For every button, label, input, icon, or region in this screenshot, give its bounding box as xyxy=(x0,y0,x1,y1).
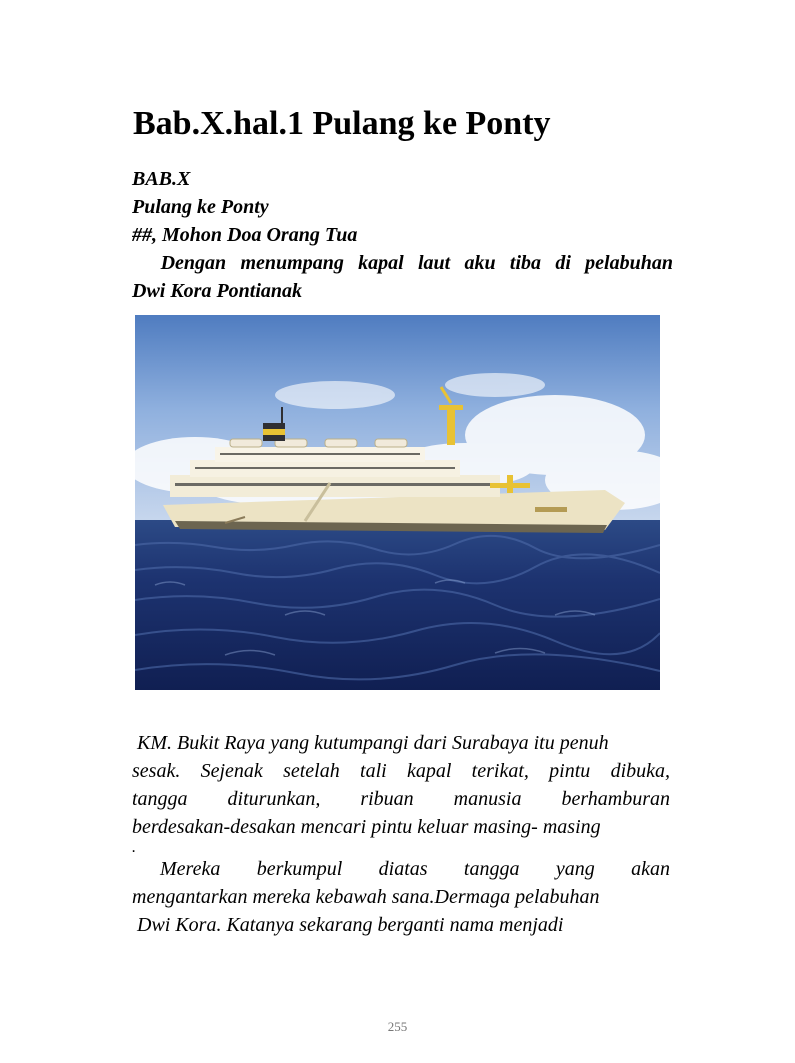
body-line-7: mengantarkan mereka kebawah sana.Dermaga pelabuhan xyxy=(132,886,600,908)
intro-line-1-text: Dengan menumpang kapal laut aku tiba di pelabuhan xyxy=(160,252,673,274)
ship-photo xyxy=(135,315,660,690)
chapter-subtitle: Pulang ke Ponty xyxy=(132,196,269,218)
body-line-4: berdesakan-desakan mencari pintu keluar masing- masing xyxy=(132,816,601,838)
body-line-1-text: KM. Bukit Raya yang kutumpangi dari Surabaya itu penuh xyxy=(137,732,609,754)
section-heading: ##, Mohon Doa Orang Tua xyxy=(132,224,358,246)
chapter-label: BAB.X xyxy=(132,168,191,190)
body-line-6: Mereka berkumpul diatas tangga yang akan xyxy=(160,858,670,880)
body-line-8 xyxy=(132,911,670,939)
page-number: 255 xyxy=(387,1019,408,1034)
page-title: Bab.X.hal.1 Pulang ke Ponty xyxy=(133,105,551,142)
body-line-2: sesak. Sejenak setelah tali kapal terikat, pintu dibuka, xyxy=(132,760,670,782)
body-line-1 xyxy=(132,729,670,757)
body-text xyxy=(132,729,670,939)
body-line-8-text: Dwi Kora. Katanya sekarang berganti nama menjadi xyxy=(137,914,564,936)
intro-line-2: Dwi Kora Pontianak xyxy=(132,280,303,302)
body-line-3: tangga diturunkan, ribuan manusia berhamburan xyxy=(132,788,670,810)
intro-line-1 xyxy=(132,249,673,277)
body-line-5: . xyxy=(132,839,136,856)
chapter-header xyxy=(132,165,673,305)
